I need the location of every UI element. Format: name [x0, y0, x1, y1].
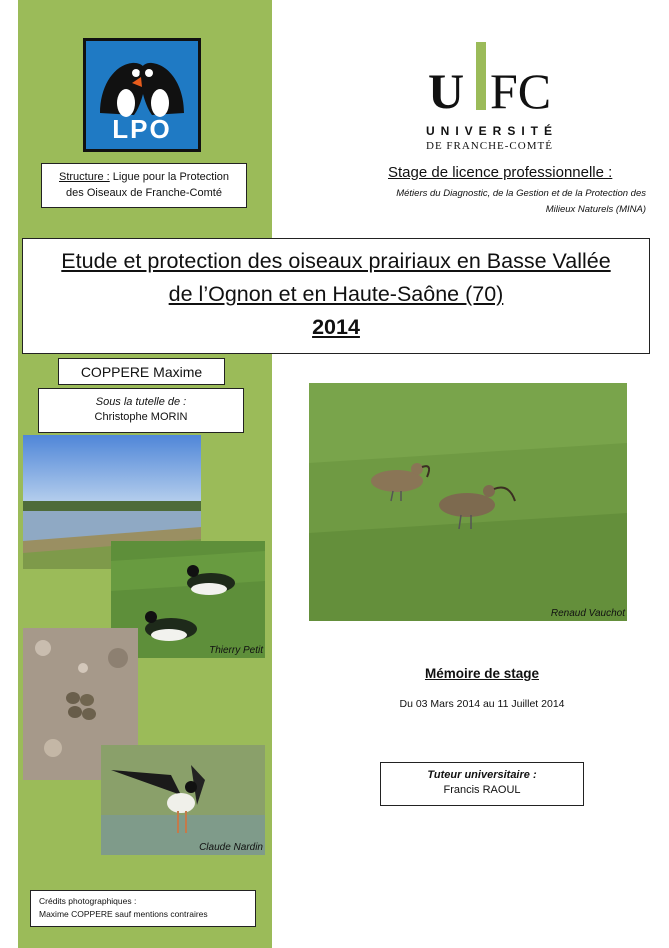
lpo-logo-text: LPO — [112, 114, 172, 144]
lapwing-flight-credit: Claude Nardin — [199, 842, 263, 853]
stage-subtitle-2: Milieux Naturels (MINA) — [545, 204, 646, 215]
credits-box — [30, 890, 256, 927]
main-title-box — [22, 238, 650, 354]
credits-line1: Crédits photographiques : — [39, 896, 137, 906]
ufc-logo-fc: FC — [490, 63, 552, 119]
structure-text-2: des Oiseaux de Franche-Comté — [66, 187, 222, 199]
ufc-logo — [420, 40, 590, 155]
ufc-line1: UNIVERSITÉ — [426, 124, 559, 138]
lapwing-flight-photo — [101, 745, 265, 855]
main-title-line1: Etude et protection des oiseaux prairiaux en Basse Vallée — [61, 249, 611, 273]
stage-subtitle-1: Métiers du Diagnostic, de la Gestion et de la Protection des — [396, 188, 646, 199]
curlew-credit: Renaud Vauchot — [550, 608, 625, 619]
stage-title: Stage de licence professionnelle : — [388, 164, 613, 181]
memoire-dates: Du 03 Mars 2014 au 11 Juillet 2014 — [399, 698, 565, 710]
tuteur-name: Francis RAOUL — [443, 784, 521, 796]
credits-line2: Maxime COPPERE sauf mentions contraires — [39, 909, 208, 919]
tutelle-box — [38, 388, 244, 433]
author-box — [58, 358, 225, 385]
structure-label: Structure : — [59, 171, 110, 183]
main-title-year: 2014 — [312, 315, 360, 339]
lpo-logo — [83, 38, 201, 152]
ufc-line2: DE FRANCHE-COMTÉ — [426, 140, 553, 152]
ufc-logo-u: U — [428, 63, 465, 119]
tuteur-label: Tuteur universitaire : — [427, 769, 537, 781]
tuteur-box — [380, 762, 584, 806]
curlew-photo — [309, 383, 627, 621]
main-title-line2: de l’Ognon et en Haute-Saône (70) — [168, 282, 504, 306]
ufc-stripe — [476, 42, 486, 110]
structure-box — [41, 163, 247, 208]
structure-text-1: Ligue pour la Protection — [109, 171, 229, 183]
tutelle-name: Christophe MORIN — [94, 411, 188, 423]
author-name: COPPERE Maxime — [80, 364, 203, 380]
tutelle-label: Sous la tutelle de : — [95, 396, 187, 408]
lapwing-credit: Thierry Petit — [209, 645, 263, 656]
memoire-title: Mémoire de stage — [424, 666, 540, 681]
